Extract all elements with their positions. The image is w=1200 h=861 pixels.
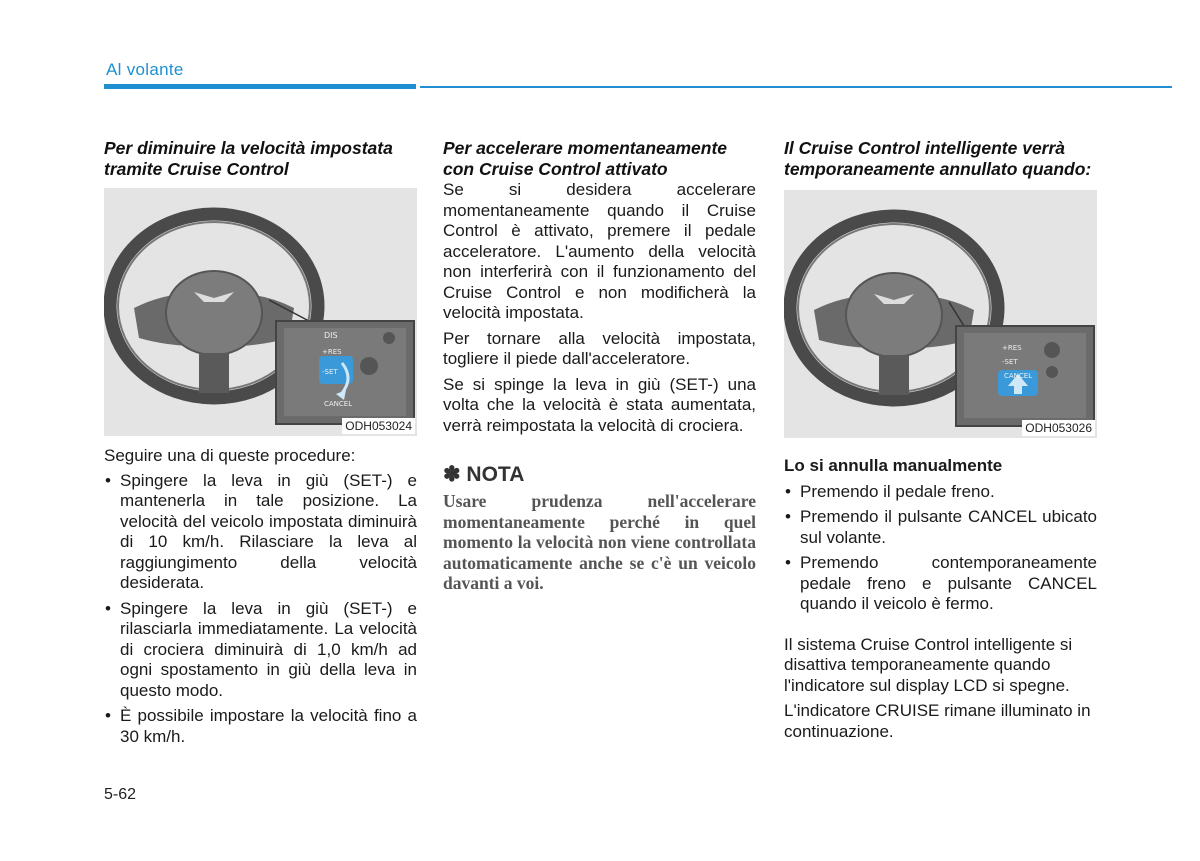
- list-item: • Premendo il pulsante CANCEL ubicato sul volante.: [784, 507, 1097, 548]
- label-set: -SET: [1002, 358, 1018, 366]
- label-res: +RES: [1002, 344, 1022, 352]
- note-title: ✽ NOTA: [443, 463, 525, 486]
- subheading-manual-cancel: Lo si annulla manualmente: [784, 456, 1003, 475]
- figure-code-left: ODH053024: [342, 418, 415, 434]
- page-number: 5-62: [104, 786, 137, 803]
- heading-accelerate: Per accelerare momentaneamente con Cruise Control attivato: [443, 138, 728, 179]
- column-left: [104, 138, 417, 747]
- label-res: +RES: [322, 348, 342, 356]
- section-title: Al volante: [106, 60, 184, 79]
- list-item: • Premendo il pedale freno.: [784, 482, 1097, 503]
- paragraph: Se si desidera accelerare momentaneamente quando il Cruise Control è attivato, premere il pedale acceleratore. L'aumento della velocità non interferirà con il funzionamento del Cruise Control e non modificherà la velocità impostata.: [443, 180, 756, 322]
- steering-wheel-figure-right: [784, 190, 1097, 438]
- label-dis: DIS: [324, 331, 338, 340]
- paragraph: Il sistema Cruise Control intelligente si disattiva temporaneamente quando l'indicatore sul display LCD si spegne.: [784, 634, 1073, 695]
- steering-wheel-figure-left: [104, 188, 417, 436]
- label-cancel: CANCEL: [324, 400, 353, 408]
- column-right: [784, 138, 1097, 742]
- procedure-intro: Seguire una di queste procedure:: [104, 446, 356, 465]
- figure-code-right: ODH053026: [1022, 420, 1095, 436]
- heading-temporary-cancel: Il Cruise Control intelligente verrà temporaneamente annullato quando:: [784, 138, 1092, 179]
- list-item: • Premendo contemporaneamente pedale freno e pulsante CANCEL quando il veicolo è fermo.: [784, 553, 1097, 615]
- column-middle: [443, 138, 756, 594]
- list-item: • Spingere la leva in giù (SET-) e mantenerla in tale posizione. La velocità del veicolo impostata diminuirà di 10 km/h. Rilasciare la leva al raggiungimento della velocità desiderata.: [104, 471, 417, 594]
- note-text: Usare prudenza nell'accelerare momentaneamente perché in quel momento la velocità non viene controllata automaticamente anche se c'è un veicolo davanti a voi.: [443, 491, 756, 593]
- steering-wheel-illustration: [104, 188, 417, 436]
- list-item: • È possibile impostare la velocità fino a 30 km/h.: [104, 706, 417, 747]
- label-cancel: CANCEL: [1004, 372, 1033, 380]
- paragraph: Se si spinge la leva in giù (SET-) una volta che la velocità è stata aumentata, verrà reimpostata la velocità di crociera.: [443, 374, 756, 435]
- steering-wheel-illustration: [784, 190, 1097, 438]
- decrease-speed-list: [104, 471, 417, 748]
- list-item: • Spingere la leva in giù (SET-) e rilasciarla immediatamente. La velocità di crociera diminuirà di 1,0 km/h ad ogni spostamento in giù della leva in questo modo.: [104, 599, 417, 702]
- header-rule-thick: [104, 84, 416, 89]
- heading-decrease-speed: Per diminuire la velocità impostata tramite Cruise Control: [104, 138, 393, 179]
- header-rule-thin: [420, 86, 1172, 88]
- paragraph: Per tornare alla velocità impostata, togliere il piede dall'acceleratore.: [443, 328, 756, 368]
- cancel-list: [784, 482, 1097, 615]
- paragraph: L'indicatore CRUISE rimane illuminato in continuazione.: [784, 701, 1091, 741]
- label-set: -SET: [322, 368, 338, 376]
